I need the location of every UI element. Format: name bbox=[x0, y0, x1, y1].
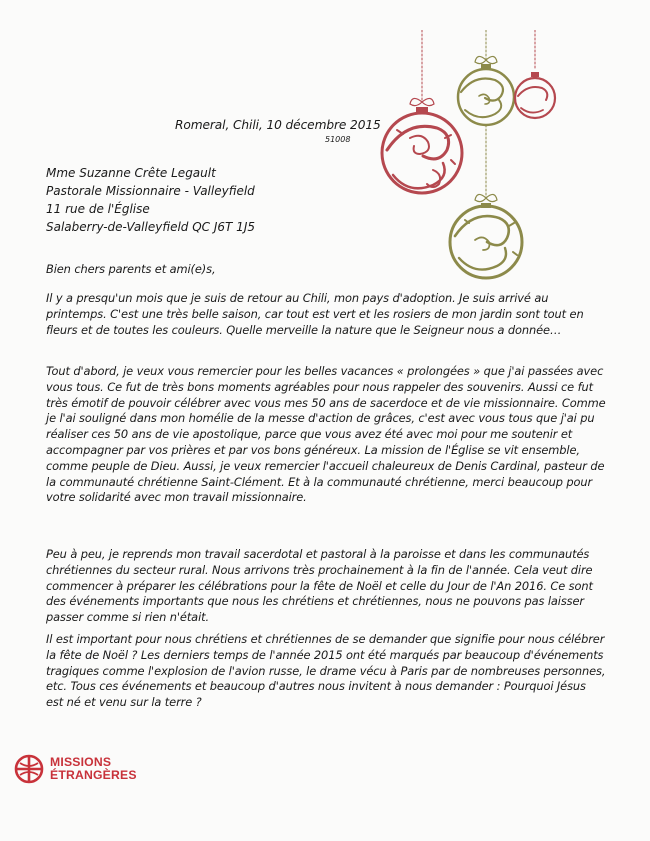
letter-paragraph: Tout d'abord, je veux vous remercier pour les belles vacances « prolongées » que j'ai passées avec vous tous. Ce fut de très bons moments agréables pour nous rappeler des souvenirs. Aussi ce fut très émotif de pouvoir célébrer avec vous mes 50 ans de sacerdoce et de vie missionnaire. Comme je l'ai souligné dans mon homélie de la messe d'action de grâces, c'est avec vous tous que j'ai pu réaliser ces 50 ans de vie apostolique, parce que vous avez été avec moi pour me soutenir et accompagner par vos prières et par vos bons généreux. La mission de l'Église se vit ensemble, comme peuple de Dieu. Aussi, je veux remercier l'accueil chaleureux de Denis Cardinal, pasteur de la communauté chrétienne Saint-Clément. Et à la communauté chrétienne, merci beaucoup pour votre solidarité avec mon travail missionnaire. bbox=[46, 364, 606, 505]
logo-line-2: ÉTRANGÈRES bbox=[50, 768, 137, 782]
recipient-name: Mme Suzanne Crête Legault bbox=[46, 166, 216, 180]
recipient-city: Salaberry-de-Valleyfield QC J6T 1J5 bbox=[46, 220, 255, 234]
letter-paragraph: Peu à peu, je reprends mon travail sacerdotal et pastoral à la paroisse et dans les communautés chrétiennes du secteur rural. Nous arrivons très prochainement à la fin de l'année. Cela veut dire commencer à préparer les célébrations pour la fête de Noël et celle du Jour de l'An 2016. Ce sont des événements importants que nous les chrétiens et chrétiennes, nous ne pouvons pas laisser passer comme si rien n'était. bbox=[46, 547, 593, 625]
letter-paragraph: Il est important pour nous chrétiens et chrétiennes de se demander que signifie pour nous célébrer la fête de Noël ? Les derniers temps de l'année 2015 ont été marqués par beaucoup d'événements tragiques comme l'explosion de l'avion russe, le drame vécu à Paris par de nombreuses personnes, etc. Tous ces événements et beaucoup d'autres nous invitent à nous demander : Pourquoi Jésus est né et venu sur la terre ? bbox=[46, 632, 606, 710]
letter-paragraph: Il y a presqu'un mois que je suis de retour au Chili, mon pays d'adoption. Je suis arrivé au printemps. C'est une très belle saison, car tout est vert et les rosiers de mon jardin sont tout en fleurs et de toutes les couleurs. Quelle merveille la nature que le Seigneur nous a donnée… bbox=[46, 291, 584, 337]
logo-line-1: MISSIONS bbox=[50, 754, 112, 769]
logo-wordmark bbox=[50, 756, 137, 783]
letter-date-line: Romeral, Chili, 10 décembre 2015 bbox=[175, 118, 381, 132]
letter-salutation: Bien chers parents et ami(e)s, bbox=[46, 262, 216, 276]
recipient-address bbox=[46, 164, 255, 236]
recipient-street: 11 rue de l'Église bbox=[46, 202, 150, 216]
missions-globe-icon bbox=[14, 754, 44, 784]
missions-etrangeres-logo bbox=[14, 752, 137, 786]
letter-reference-number: 51008 bbox=[325, 135, 351, 144]
recipient-organization: Pastorale Missionnaire - Valleyfield bbox=[46, 184, 255, 198]
christmas-ornaments-illustration bbox=[375, 30, 650, 290]
